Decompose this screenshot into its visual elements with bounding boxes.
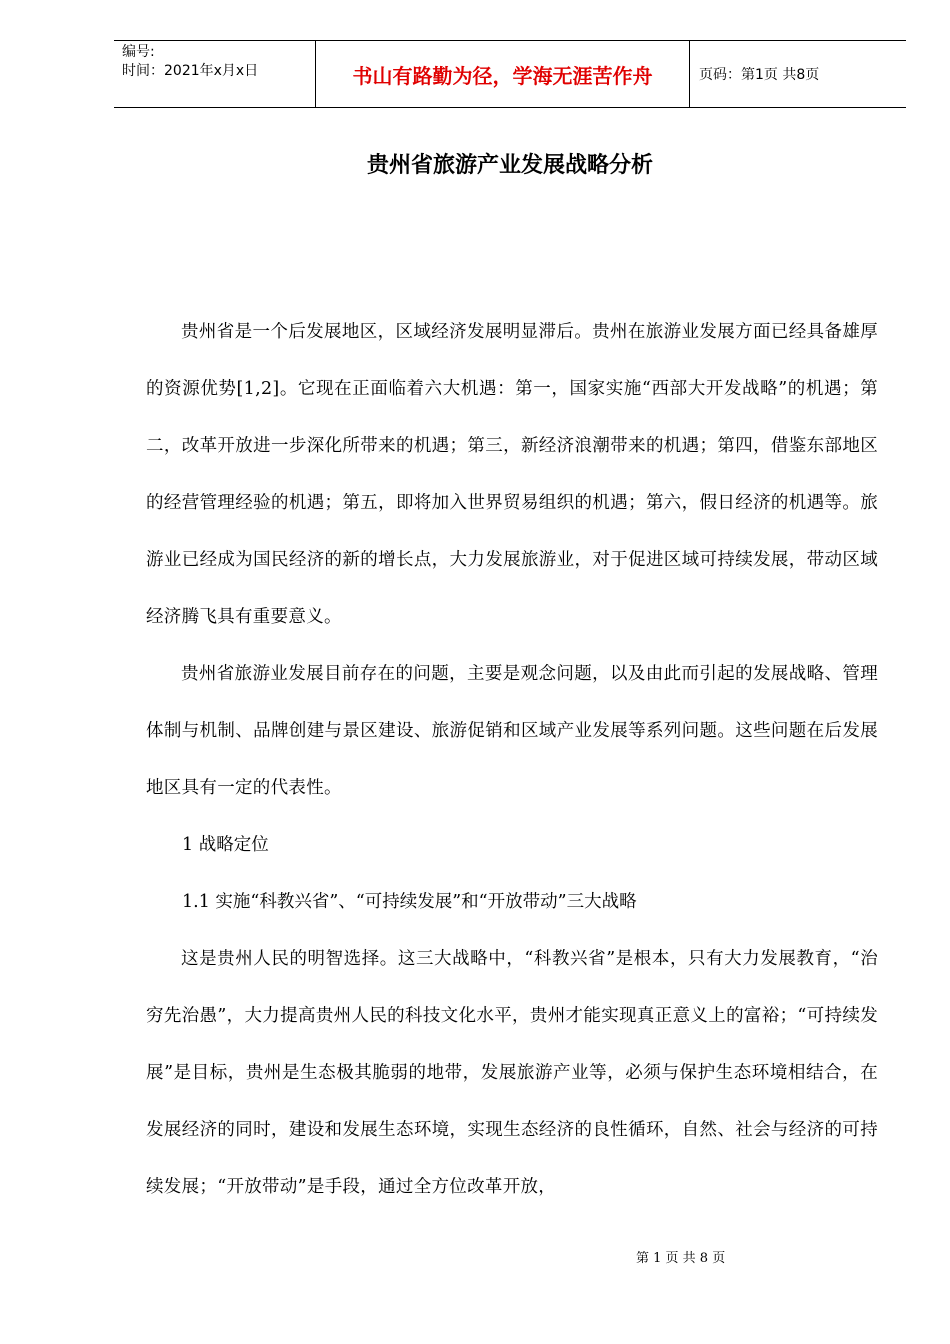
subsection-heading: 1.1 实施“科教兴省”、“可持续发展”和“开放带动”三大战略 (182, 892, 637, 912)
paragraph-intro: 贵州省是一个后发展地区，区域经济发展明显滞后。贵州在旅游业发展方面已经具备雄厚的资源优势[1,2]。它现在正面临着六大机遇：第一，国家实施“西部大开发战略”的机遇；第二，改革开放进一步深化所带来的机遇；第三，新经济浪潮带来的机遇；第四，借鉴东部地区的经营管理经验的机遇；第五，即将加入世界贸易组织的机遇；第六，假日经济的机遇等。旅游业已经成为国民经济的新的增长点，大力发展旅游业，对于促进区域可持续发展，带动区域经济腾飞具有重要意义。 (146, 322, 878, 627)
header-page-cell (690, 41, 906, 107)
page-footer: 第 1 页 共 8 页 (636, 1251, 726, 1266)
header-motto-cell (316, 41, 690, 107)
header-table (114, 40, 906, 108)
number-label: 编号: (122, 44, 155, 60)
header-meta-cell (114, 41, 316, 107)
paragraph-problems: 贵州省旅游业发展目前存在的问题，主要是观念问题，以及由此而引起的发展战略、管理体制与机制、品牌创建与景区建设、旅游促销和区域产业发展等系列问题。这些问题在后发展地区具有一定的代表性。 (146, 664, 878, 798)
document-title: 贵州省旅游产业发展战略分析 (366, 153, 653, 178)
document-body (146, 304, 878, 1216)
motto-text: 书山有路勤为径，学海无涯苦作舟 (352, 63, 653, 88)
page-info: 页码：第1页 共8页 (699, 67, 820, 83)
section-heading: 1 战略定位 (182, 835, 269, 855)
time-label: 时间：2021年x月x日 (122, 63, 259, 79)
paragraph-strategy: 这是贵州人民的明智选择。这三大战略中，“科教兴省”是根本，只有大力发展教育，“治穷先治愚”，大力提高贵州人民的科技文化水平，贵州才能实现真正意义上的富裕；“可持续发展”是目标，贵州是生态极其脆弱的地带，发展旅游产业等，必须与保护生态环境相结合，在发展经济的同时，建设和发展生态环境，实现生态经济的良性循环，自然、社会与经济的可持续发展；“开放带动”是手段，通过全方位改革开放， (146, 949, 878, 1197)
